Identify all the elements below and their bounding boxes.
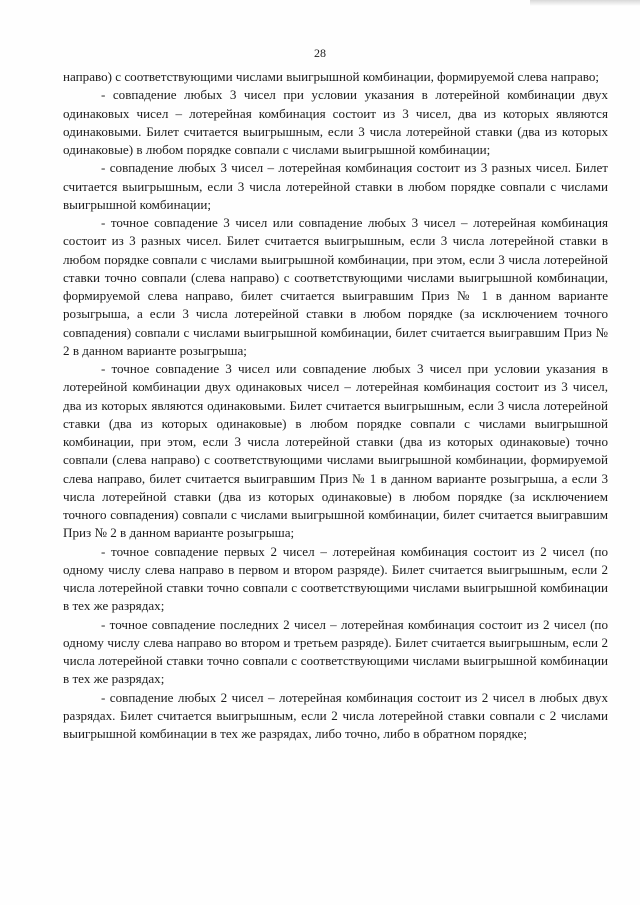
paragraph-list-item: - точное совпадение 3 чисел или совпадение любых 3 чисел при условии указания в лотерейной комбинации двух одинаковых чисел – лотерейная комбинация состоит из 3 чисел, два из которых являются одинаковыми. Билет считается выигрышным, если 3 числа лотерейной ставки (два из которых одинаковые) в любом порядке совпали с числами выигрышной комбинации, при этом, если 3 числа лотерейной ставки (два из которых одинаковые) точно совпали (слева направо) с соответствующими числами выигрышной комбинации, формируемой слева направо, билет считается выигравшим Приз № 1 в данном варианте розыгрыша, а если 3 числа лотерейной ставки (два из которых одинаковые) в любом порядке (за исключением точного совпадения) совпали с числами выигрышной комбинации, билет считается выигравшим Приз № 2 в данном варианте розыгрыша; [63, 361, 608, 541]
paragraph-continuation: направо) с соответствующими числами выигрышной комбинации, формируемой слева направо; [63, 69, 600, 84]
paragraph-list-item: - точное совпадение 3 чисел или совпадение любых 3 чисел – лотерейная комбинация состоит из 3 разных чисел. Билет считается выигрышным, если 3 числа лотерейной ставки в любом порядке совпали с числами выигрышной комбинации, при этом, если 3 числа лотерейной ставки точно совпали (слева направо) с соответствующими числами выигрышной комбинации, формируемой слева направо, билет считается выигравшим Приз № 1 в данном варианте розыгрыша, а если 3 числа лотерейной ставки в любом порядке (за исключением точного совпадения) совпали с числами выигрышной комбинации, билет считается выигравшим Приз № 2 в данном варианте розыгрыша; [63, 215, 608, 358]
paragraph-list-item: - точное совпадение первых 2 чисел – лотерейная комбинация состоит из 2 чисел (по одному числу слева направо в первом и втором разряде). Билет считается выигрышным, если 2 числа лотерейной ставки точно совпали с соответствующими числами выигрышной комбинации в тех же разрядах; [63, 543, 608, 614]
document-body [63, 68, 608, 743]
paragraph-list-item: - точное совпадение последних 2 чисел – лотерейная комбинация состоит из 2 чисел (по одному числу слева направо во втором и третьем разряде). Билет считается выигрышным, если 2 числа лотерейной ставки точно совпали с соответствующими числами выигрышной комбинации в тех же разрядах; [63, 616, 608, 687]
paragraph-list-item: - совпадение любых 3 чисел при условии указания в лотерейной комбинации двух одинаковых чисел – лотерейная комбинация состоит из 3 чисел, два из которых являются одинаковыми. Билет считается выигрышным, если 3 числа лотерейной ставки (два из которых одинаковые) в любом порядке совпали с числами выигрышной комбинации; [63, 87, 608, 157]
paragraph-list-item: - совпадение любых 2 чисел – лотерейная комбинация состоит из 2 чисел в любых двух разрядах. Билет считается выигрышным, если 2 числа лотерейной ставки совпали с 2 числами выигрышной комбинации в тех же разрядах, либо точно, либо в обратном порядке; [63, 689, 608, 741]
page-number: 28 [314, 46, 326, 60]
scan-edge-shadow [530, 0, 640, 6]
paragraph-list-item: - совпадение любых 3 чисел – лотерейная комбинация состоит из 3 разных чисел. Билет считается выигрышным, если 3 числа лотерейной ставки в любом порядке совпали с числами выигрышной комбинации; [63, 160, 608, 212]
